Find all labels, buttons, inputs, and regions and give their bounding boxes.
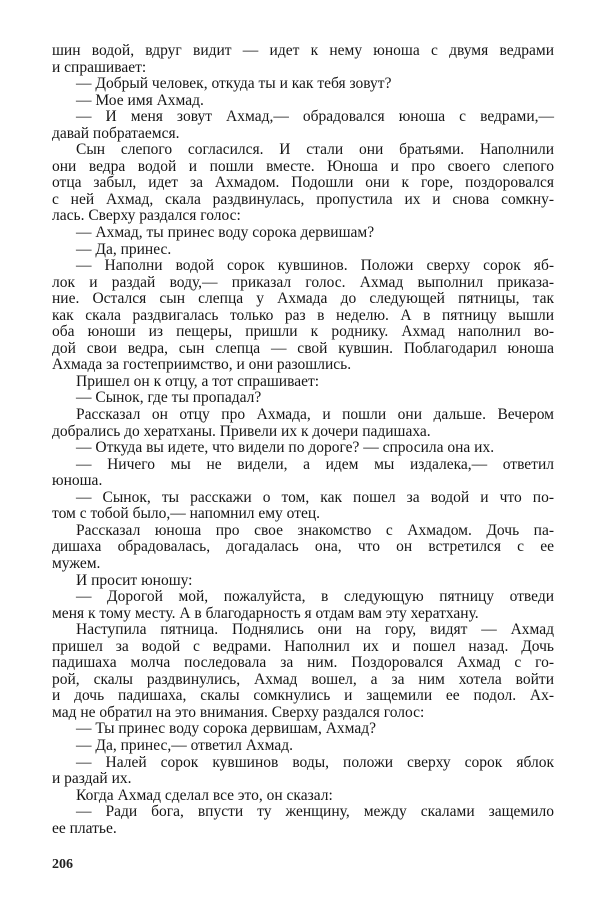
text-line: добрались до хератханы. Привели их к дочери падишаха. xyxy=(52,422,431,440)
text-line: лок и раздай воду,— приказал голос. Ахмад выполнил приказа- xyxy=(52,273,554,291)
text-line: — Налей сорок кувшинов воды, положи сверху сорок яблок xyxy=(76,753,554,771)
paragraph xyxy=(52,440,554,457)
paragraph xyxy=(52,407,554,440)
text-line: — Добрый человек, откуда ты и как тебя зовут? xyxy=(76,75,392,93)
text-line: Когда Ахмад сделал все это, он сказал: xyxy=(76,786,333,804)
paragraph xyxy=(52,374,554,391)
text-line: — Да, принес,— ответил Ахмад. xyxy=(76,736,293,754)
paragraph xyxy=(52,804,554,837)
text-line: — Откуда вы идете, что видели по дороге? — спросила она их. xyxy=(76,439,495,457)
text-line: Ахмада за гостеприимство, и они разошлись. xyxy=(52,356,352,374)
text-line: и дочь падишаха, скалы сомкнулись и защемили ее подол. Ах- xyxy=(52,687,554,705)
paragraph xyxy=(52,755,554,788)
text-line: дишаха обрадовалась, догадалась она, что он встретился с ее xyxy=(52,538,554,556)
paragraph xyxy=(52,738,554,755)
text-line: рой, скалы раздвинулись, Ахмад вошел, а за ним хотела войти xyxy=(52,670,554,688)
paragraph xyxy=(52,622,554,721)
paragraph xyxy=(52,242,554,259)
text-line: меня к тому месту. А в благодарность я отдам вам эту хератхану. xyxy=(52,604,479,622)
text-line: шин водой, вдруг видит — идет к нему юноша с двумя ведрами xyxy=(52,42,554,59)
text-line: с ней Ахмад, скала раздвинулась, пропустила их и снова сомкну- xyxy=(52,190,554,208)
text-line: дой свои ведра, сын слепца — свой кувшин. Поблагодарил юноша xyxy=(52,339,554,357)
text-line: — И меня зовут Ахмад,— обрадовался юноша с ведрами,— xyxy=(76,108,554,126)
text-line: — Ради бога, впусти ту женщину, между скалами защемило xyxy=(76,803,554,821)
page-number: 206 xyxy=(52,857,73,872)
text-line: — Сынок, ты расскажи о том, как пошел за водой и что по- xyxy=(76,488,554,506)
text-line: И просит юношу: xyxy=(76,571,193,589)
text-line: Сын слепого согласился. И стали они братьями. Наполнили xyxy=(76,141,554,159)
text-line: мужем. xyxy=(52,554,101,572)
text-line: и спрашивает: xyxy=(52,58,147,76)
paragraph xyxy=(52,109,554,142)
paragraph xyxy=(52,93,554,110)
text-line: — Ахмад, ты принес воду сорока дервишам? xyxy=(76,224,375,242)
paragraph xyxy=(52,490,554,523)
text-line: оба юноши из пещеры, пришли к роднику. Ахмад наполнил во- xyxy=(52,323,554,341)
paragraph xyxy=(52,76,554,93)
text-line: пришел за водой с ведрами. Наполнил их и пошел назад. Дочь xyxy=(52,637,554,655)
text-line: и раздай их. xyxy=(52,770,132,788)
text-line: — Наполни водой сорок кувшинов. Положи сверху сорок яб- xyxy=(76,257,554,275)
text-line: — Мое имя Ахмад. xyxy=(76,91,204,109)
paragraph xyxy=(52,523,554,573)
text-line: они ведра водой и пошли вместе. Юноша и про своего слепого xyxy=(52,157,554,175)
page-body-text xyxy=(52,43,554,837)
text-line: юноша. xyxy=(52,472,103,490)
paragraph xyxy=(52,589,554,622)
paragraph xyxy=(52,788,554,805)
text-line: — Дорогой мой, пожалуйста, в следующую пятницу отведи xyxy=(76,588,554,606)
text-line: Пришел он к отцу, а тот спрашивает: xyxy=(76,372,320,390)
text-line: — Ты принес воду сорока дервишам, Ахмад? xyxy=(76,720,377,738)
paragraph xyxy=(52,142,554,225)
paragraph xyxy=(52,390,554,407)
paragraph xyxy=(52,457,554,490)
text-line: падишаха молча последовала за ним. Поздоровался Ахмад с го- xyxy=(52,654,554,672)
paragraph xyxy=(52,225,554,242)
paragraph xyxy=(52,721,554,738)
text-line: Рассказал юноша про свое знакомство с Ахмадом. Дочь па- xyxy=(76,521,554,539)
text-line: давай побратаемся. xyxy=(52,124,180,142)
text-line: — Ничего мы не видели, а идем мы издалека,— ответил xyxy=(76,455,554,473)
paragraph xyxy=(52,43,554,76)
text-line: отца забыл, идет за Ахмадом. Подошли они к горе, поздоровался xyxy=(52,174,554,192)
text-line: — Да, принес. xyxy=(76,240,172,258)
paragraph xyxy=(52,573,554,590)
text-line: Рассказал он отцу про Ахмада, и пошли они дальше. Вечером xyxy=(76,406,554,424)
text-line: лась. Сверху раздался голос: xyxy=(52,207,241,225)
text-line: том с тобой было,— напомнил ему отец. xyxy=(52,505,321,523)
text-line: как скала раздвигалась только раз в неделю. А в пятницу вышли xyxy=(52,306,554,324)
text-line: ее платье. xyxy=(52,819,117,837)
text-line: Наступила пятница. Поднялись они на гору, видят — Ахмад xyxy=(76,621,554,639)
text-line: ние. Остался сын слепца у Ахмада до следующей пятницы, так xyxy=(52,290,554,308)
text-line: — Сынок, где ты пропадал? xyxy=(76,389,262,407)
paragraph xyxy=(52,258,554,374)
text-line: мад не обратил на это внимания. Сверху раздался голос: xyxy=(52,703,425,721)
